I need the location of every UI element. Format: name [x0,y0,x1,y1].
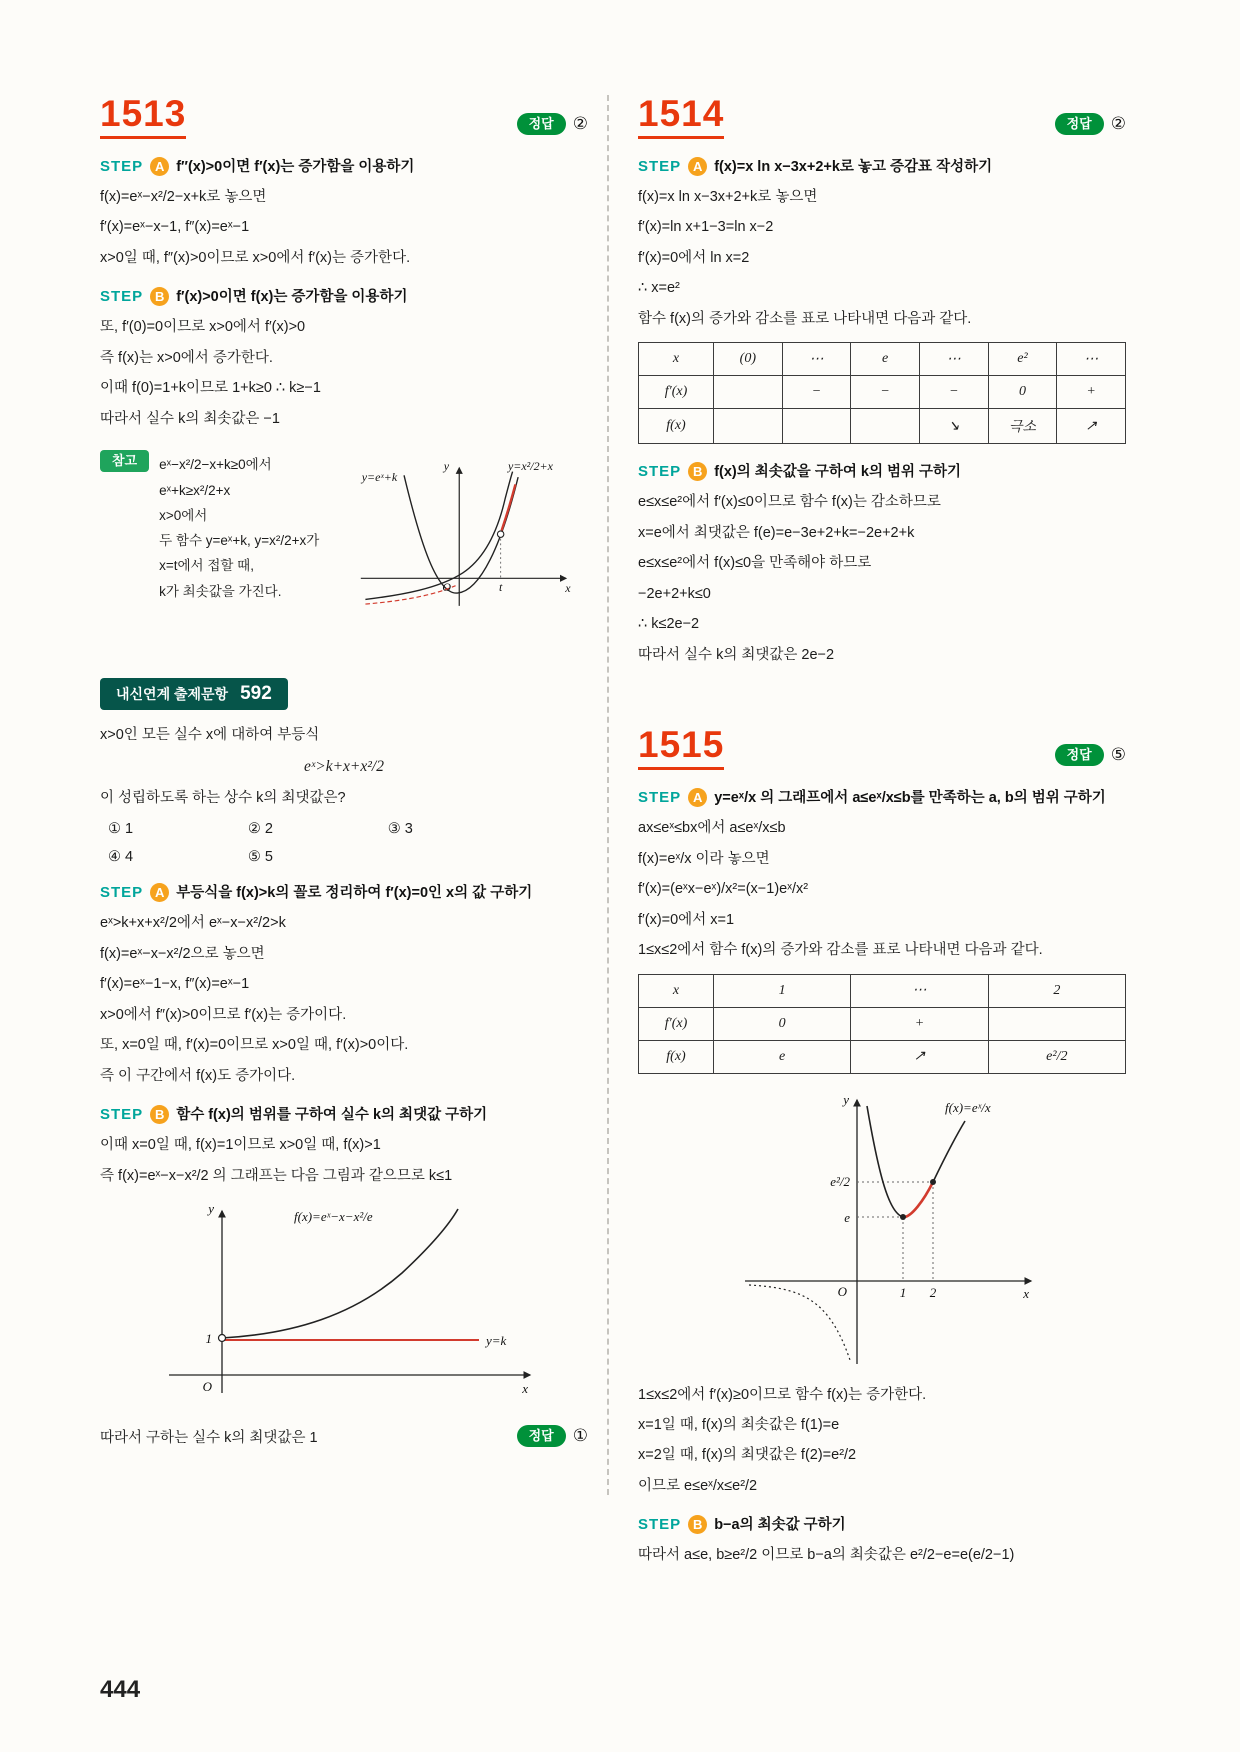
step-label: STEP [638,158,682,175]
table-cell: + [1057,376,1126,409]
t-label: t [499,580,503,595]
min-point [900,1214,906,1220]
table-cell: ↗ [1057,409,1126,444]
note-line: k가 최솟값을 가진다. [159,583,282,599]
table-cell: 0 [988,376,1057,409]
table-row [639,974,1126,1007]
highlighted-segment [903,1182,933,1217]
step-letter-badge: B [150,287,169,306]
solution-line: f′(x)=ln x+1−3=ln x−2 [638,219,774,236]
solution-line: x>0에서 f″(x)>0이므로 f′(x)는 증가이다. [100,1006,347,1023]
step-letter-badge: B [150,1105,169,1124]
solution-line: ∴ k≤2e−2 [638,616,700,633]
page-number: 444 [100,1676,141,1703]
one-label: 1 [899,1284,907,1300]
table-cell: 2 [988,974,1125,1007]
table-row [639,1007,1126,1040]
answer-choice-number: ② [1110,113,1126,133]
negative-branch [749,1285,850,1360]
increase-decrease-table [638,342,1126,444]
problem-1514-header [638,95,1126,139]
table-cell: ⋯ [919,343,988,376]
x-axis-label: x [565,581,571,596]
solution-line: 따라서 실수 k의 최댓값은 2e−2 [638,646,835,663]
note-block [100,450,588,622]
choice-2: ② 2 [247,821,273,838]
solution-line: e≤x≤e²에서 f(x)≤0을 만족해야 하므로 [638,555,872,572]
step-title: 함수 f(x)의 범위를 구하여 실수 k의 최댓값 구하기 [176,1107,488,1124]
step-label: STEP [638,463,682,481]
origin-label: O [202,1378,212,1394]
column-divider [607,95,609,1495]
curve-label: f(x)=eˣ−x−x²/e [294,1208,373,1224]
solution-line: e≤x≤e²에서 f′(x)≤0이므로 함수 f(x)는 감소하므로 [638,494,941,511]
step-b-header [100,287,588,307]
step-letter-badge: B [688,1515,707,1534]
function-curve [222,1209,458,1338]
step-label: STEP [638,1516,682,1534]
table-cell: 극소 [988,409,1057,444]
step-letter-badge: A [150,883,169,902]
table-cell: f′(x) [639,1007,714,1040]
note-pill: 참고 [100,450,149,472]
two-label: 2 [929,1284,937,1300]
step-letter-badge: A [688,157,707,176]
graph-container [100,1197,588,1409]
solution-line: 1≤x≤2에서 함수 f(x)의 증가와 감소를 표로 나타내면 다음과 같다. [638,942,1043,959]
table-cell: x [639,343,714,376]
step-label: STEP [100,158,144,175]
solution-line: eˣ>k+x+x²/2에서 eˣ−x−x²/2>k [100,915,286,932]
origin-label: O [442,580,452,595]
solution-line: x>0일 때, f″(x)>0이므로 x>0에서 f′(x)는 증가한다. [100,249,411,266]
answer-choice-number: ② [572,113,588,133]
question-intro: x>0인 모든 실수 x에 대하여 부등식 [100,727,320,744]
step-a-header [638,157,1126,177]
table-cell: ↘ [919,409,988,444]
solution-line: 이므로 e≤eˣ/x≤e²/2 [638,1477,758,1494]
solution-line: 이때 x=0일 때, f(x)=1이므로 x>0일 때, f(x)>1 [100,1137,381,1154]
y-axis-label: y [443,459,450,474]
solution-line: f′(x)=(eˣx−eˣ)/x²=(x−1)eˣ/x² [638,881,809,898]
step-b-header [638,1515,1126,1535]
question-formula: eˣ>k+x+x²/2 [304,757,384,775]
step-b-header [638,462,1126,482]
note-line: eˣ+k≥x²/2+x [159,482,231,498]
intercept-point [219,1334,226,1341]
answer-choice-number: ① [572,1426,588,1446]
table-cell [714,409,783,444]
solution-line: f(x)=eˣ/x 이라 놓으면 [638,850,770,867]
exam-header [100,678,288,710]
e-squared-over-two-label: e²/2 [830,1173,850,1189]
answer-choices [108,821,528,865]
left-column [100,95,588,1457]
solution-line: 즉 f(x)=eˣ−x−x²/2 의 그래프는 다음 그림과 같으므로 k≤1 [100,1167,453,1184]
step-title: f″(x)>0이면 f′(x)는 증가함을 이용하기 [176,159,415,175]
table-cell [782,409,851,444]
question-text: 이 성립하도록 하는 상수 k의 최댓값은? [100,789,346,806]
table-cell: e²/2 [988,1040,1125,1073]
table-cell: f(x) [639,409,714,444]
solution-line: f′(x)=0에서 x=1 [638,911,735,928]
problem-1515 [638,726,1126,1567]
step-a-header [638,788,1126,808]
answer-badge [1055,744,1126,770]
answer-pill: 정답 [517,1425,566,1447]
answer-choice-number: ⑤ [1110,745,1126,765]
one-label: 1 [205,1330,212,1346]
problem-1514 [638,95,1126,666]
problem-1513 [100,95,588,622]
x-axis-label: x [1023,1285,1029,1301]
table-cell [714,376,783,409]
solution-line: x=e에서 최댓값은 f(e)=e−3e+2+k=−2e+2+k [638,524,915,541]
solution-line: f′(x)=eˣ−1−x, f″(x)=eˣ−1 [100,976,250,993]
problem-number: 1515 [638,726,724,770]
increase-decrease-table [638,974,1126,1074]
problem-592 [100,678,588,1457]
function-curve [867,1106,965,1217]
table-cell: e [714,1040,851,1073]
table-cell: e [851,343,920,376]
step-title: b−a의 최솟값 구하기 [714,1517,846,1534]
k-line-label: y=k [486,1332,507,1348]
tangency-point [498,531,504,537]
step-title: f(x)=x ln x−3x+2+k로 놓고 증감표 작성하기 [714,159,993,175]
solution-line: f(x)=eˣ−x−x²/2으로 놓으면 [100,945,265,962]
table-row [639,1040,1126,1073]
table-cell: − [782,376,851,409]
table-row [639,376,1126,409]
problem-number: 1514 [638,95,724,139]
parabola-label: y=x²/2+x [508,459,554,474]
y-axis-label: y [843,1091,849,1107]
table-cell: + [851,1007,988,1040]
table-cell: ⋯ [851,974,988,1007]
step-letter-badge: B [688,462,707,481]
step-title: y=eˣ/x 의 그래프에서 a≤eˣ/x≤b를 만족하는 a, b의 범위 구하기 [714,790,1106,807]
choice-5: ⑤ 5 [247,849,273,866]
answer-badge [1055,113,1126,139]
solution-line: 함수 f(x)의 증가와 감소를 표로 나타내면 다음과 같다. [638,310,972,327]
table-cell: − [919,376,988,409]
solution-line: 이때 f(0)=1+k이므로 1+k≥0 ∴ k≥−1 [100,380,321,397]
solution-line: 즉 이 구간에서 f(x)도 증가이다. [100,1067,296,1084]
choice-1: ① 1 [108,821,134,838]
table-cell: 0 [714,1007,851,1040]
step-label: STEP [100,288,144,306]
conclusion-row [100,1419,588,1457]
step-letter-badge: A [150,157,169,176]
max-point [930,1179,936,1185]
step-title: 부등식을 f(x)>k의 꼴로 정리하여 f′(x)=0인 x의 값 구하기 [176,885,533,902]
exponential-graph [144,1197,544,1409]
solution-line: 또, x=0일 때, f′(x)=0이므로 x>0일 때, f′(x)>0이다. [100,1037,409,1054]
e-label: e [844,1209,850,1225]
solution-line: −2e+2+k≤0 [638,585,711,602]
exam-header-number: 592 [240,683,272,705]
table-cell: − [851,376,920,409]
solution-line: 1≤x≤2에서 f′(x)≥0이므로 함수 f(x)는 증가한다. [638,1386,927,1403]
table-cell: ↗ [851,1040,988,1073]
step-title: f′(x)>0이면 f(x)는 증가함을 이용하기 [176,289,408,306]
table-cell: e² [988,343,1057,376]
choice-3: ③ 3 [387,821,413,838]
table-cell: f′(x) [639,376,714,409]
curve-label: f(x)=eˣ/x [945,1099,991,1115]
table-cell: ⋯ [1057,343,1126,376]
solution-line: ax≤eˣ≤bx에서 a≤eˣ/x≤b [638,820,786,837]
answer-pill: 정답 [517,113,566,135]
table-cell [851,409,920,444]
note-line: x=t에서 접할 때, [159,558,254,574]
exp-curve-label: y=eˣ+k [361,470,398,485]
table-row [639,409,1126,444]
table-row [639,343,1126,376]
table-cell: x [639,974,714,1007]
problem-1513-header [100,95,588,139]
table-cell [988,1007,1125,1040]
problem-1515-header [638,726,1126,770]
step-a-header [100,883,588,903]
solution-line: 따라서 a≤e, b≥e²/2 이므로 b−a의 최솟값은 e²/2−e=e(e/2−1) [638,1547,1015,1564]
step-label: STEP [100,1106,144,1124]
table-cell: (0) [714,343,783,376]
note-line: x>0에서 [159,507,208,523]
choice-4: ④ 4 [108,849,134,866]
note-line: 두 함수 y=eˣ+k, y=x²/2+x가 [159,533,320,549]
solution-line: 따라서 실수 k의 최솟값은 −1 [100,410,280,427]
solution-line: f(x)=x ln x−3x+2+k로 놓으면 [638,189,818,205]
step-label: STEP [100,884,144,902]
note-line: eˣ−x²/2−x+k≥0에서 [159,457,272,473]
step-title: f(x)의 최솟값을 구하여 k의 범위 구하기 [714,464,962,481]
answer-pill: 정답 [1055,744,1104,766]
solution-line: 즉 f(x)는 x>0에서 증가한다. [100,349,273,366]
answer-pill: 정답 [1055,113,1104,135]
solution-line: f′(x)=eˣ−x−1, f″(x)=eˣ−1 [100,219,250,236]
step-letter-badge: A [688,788,707,807]
problem-number: 1513 [100,95,186,139]
right-column [638,95,1126,1575]
tangency-graph [347,450,577,622]
answer-badge [517,113,588,139]
y-axis-label: y [208,1200,214,1216]
solution-line: ∴ x=e² [638,280,680,297]
table-cell: ⋯ [782,343,851,376]
solution-line: f(x)=eˣ−x²/2−x+k로 놓으면 [100,189,267,205]
graph-container [638,1086,1126,1374]
table-cell: f(x) [639,1040,714,1073]
step-b-header [100,1105,588,1125]
table-cell: 1 [714,974,851,1007]
solution-line: 또, f′(0)=0이므로 x>0에서 f′(x)>0 [100,319,306,336]
step-label: STEP [638,789,682,807]
answer-badge [517,1425,588,1451]
solution-line: x=2일 때, f(x)의 최댓값은 f(2)=e²/2 [638,1447,857,1464]
origin-label: O [837,1283,847,1299]
solution-line: x=1일 때, f(x)의 최솟값은 f(1)=e [638,1416,840,1433]
exam-header-title: 내신연계 출제문항 [116,686,229,703]
solution-line: f′(x)=0에서 ln x=2 [638,249,750,266]
x-axis-label: x [522,1380,528,1396]
note-lines [159,450,337,607]
step-a-header [100,157,588,177]
ex-over-x-graph [717,1086,1047,1374]
conclusion-line: 따라서 구하는 실수 k의 최댓값은 1 [100,1429,318,1446]
